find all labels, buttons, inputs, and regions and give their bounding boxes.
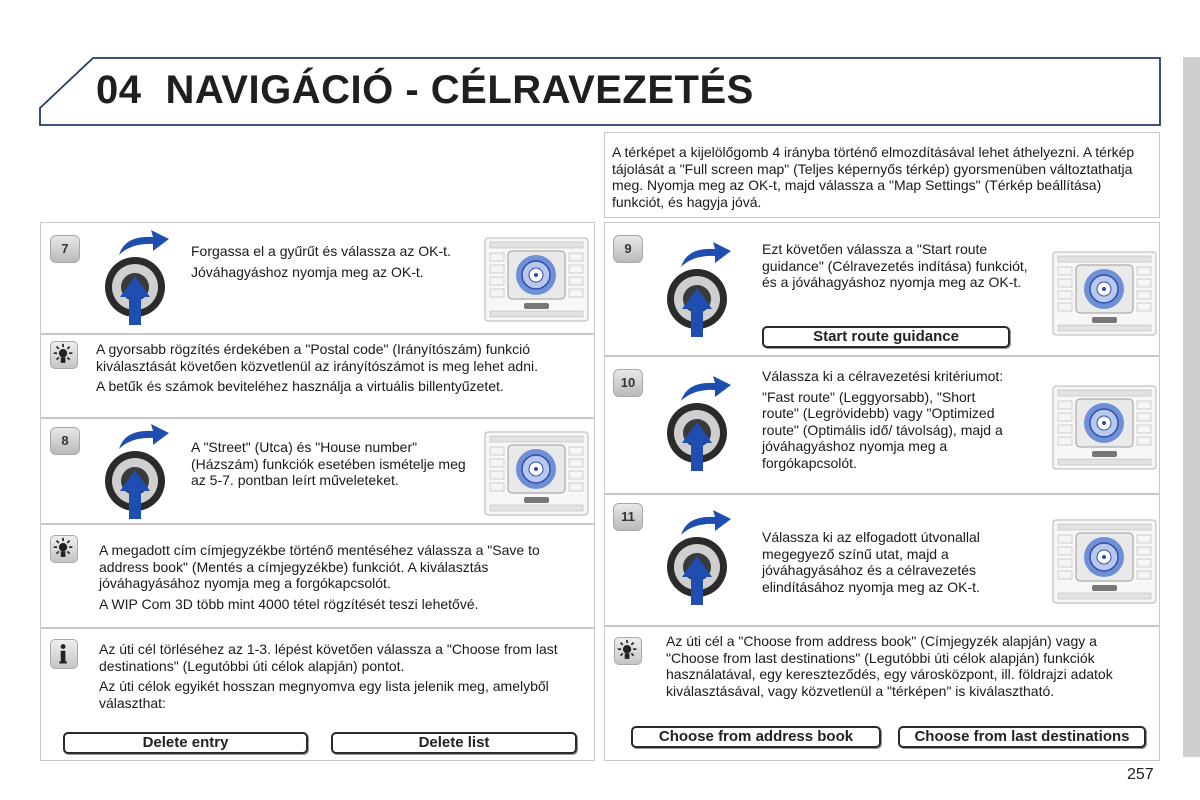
step-text: Válassza ki az elfogadott útvonallal megegyező színű utat, majd a jóváhagyásához és a célravezetés elindításához nyomja meg az OK-t. [762,529,980,595]
step-badge: 8 [50,427,80,455]
sidebar-tab [1183,57,1200,757]
delete-entry-button[interactable]: Delete entry [63,732,308,754]
radio-unit-icon [1052,251,1157,336]
intro-text: A térképet a kijelölőgomb 4 irányba történő elmozdításával lehet áthelyezni. A térkép tájolását a "Full screen map" (Teljes képernyős térkép) gyorsmenüben változtathatja meg. Nyomja meg az OK-t, majd válassza a "Map Settings" (Térkép beállítása) funkciót, és hagyja jóvá. [612,144,1135,210]
radio-unit-icon [484,431,589,516]
page-number: 257 [1127,766,1154,783]
step-badge: 9 [613,235,643,263]
start-route-guidance-button[interactable]: Start route guidance [762,326,1010,348]
rotary-dial-icon [105,227,181,327]
step-7-box [40,222,595,334]
step-badge: 11 [613,503,643,531]
rotary-dial-icon [105,421,181,521]
choose-from-address-book-button[interactable]: Choose from address book [631,726,881,748]
rotary-dial-icon [667,507,743,607]
choose-from-last-destinations-button[interactable]: Choose from last destinations [898,726,1146,748]
intro-box [604,132,1160,218]
step-badge: 7 [50,235,80,263]
step-text: Ezt követően válassza a "Start route guidance" (Célravezetés indítása) funkciót, és a jóváhagyáshoz nyomja meg az OK-t. [762,241,1028,290]
light-bulb-icon [50,535,78,563]
tip-box-1 [40,334,595,418]
tip-box-2 [40,524,595,628]
tip-text: A megadott cím címjegyzékbe történő mentéséhez válassza a "Save to address book" (Mentés a címjegyzékbe) funkciót. A kiválasztás jóváhagyásához nyomja meg a forgókapcsolót. A WIP Com 3D több mint 4000 tétel rögzítését teszi lehetővé. [99,542,540,612]
step-text: Forgassa el a gyűrűt és válassza az OK-t. Jóváhagyáshoz nyomja meg az OK-t. [191,243,451,280]
info-icon [50,639,78,669]
step-text: A "Street" (Utca) és "House number" (Házszám) funkciók esetében ismételje meg az 5-7. pontban leírt műveleteket. [191,439,466,488]
step-9-box [604,222,1160,356]
rotary-dial-icon [667,373,743,473]
page-title [96,68,754,113]
light-bulb-icon [614,637,642,665]
step-text: Válassza ki a célravezetési kritériumot: "Fast route" (Leggyorsabb), "Short route" (Legrövidebb) vagy "Optimized route" (Optimális idő/ távolság), majd a jóváhagyáshoz nyomja meg a forgókapcsolót. [762,368,1004,471]
radio-unit-icon [1052,519,1157,604]
tip-text: A gyorsabb rögzítés érdekében a "Postal code" (Irányítószám) funkció kiválasztását követően közvetlenül az irányítószámot is meg lehet adni. A betűk és számok beviteléhez használja a virtuális billentyűzetet. [96,341,539,394]
step-badge: 10 [613,369,643,397]
chapter-number: 04 [96,68,142,112]
step-10-box [604,356,1160,494]
light-bulb-icon [50,341,78,369]
radio-unit-icon [1052,385,1157,470]
tip-text: Az úti cél a "Choose from address book" (Címjegyzék alapján) vagy a "Choose from last destinations" (Legutóbbi úti célok alapján) funkciók használatával, egy kereszteződés, egy városközpont, ill. földrajzi adatok kiválasztásával, vagy közvetlenül a "térképen" is kiválasztható. [666,633,1113,699]
radio-unit-icon [484,237,589,322]
info-box [40,628,595,761]
tip-box-3 [604,626,1160,761]
step-8-box [40,418,595,524]
delete-list-button[interactable]: Delete list [331,732,577,754]
info-text: Az úti cél törléséhez az 1-3. lépést követően válassza a "Choose from last destinations" (Legutóbbi úti célok alapján) pontot. Az úti célok egyikét hosszan megnyomva egy lista jelenik meg, amelyből választhat: [99,641,558,711]
rotary-dial-icon [667,239,743,339]
step-11-box [604,494,1160,626]
chapter-title: NAVIGÁCIÓ - CÉLRAVEZETÉS [165,68,754,112]
